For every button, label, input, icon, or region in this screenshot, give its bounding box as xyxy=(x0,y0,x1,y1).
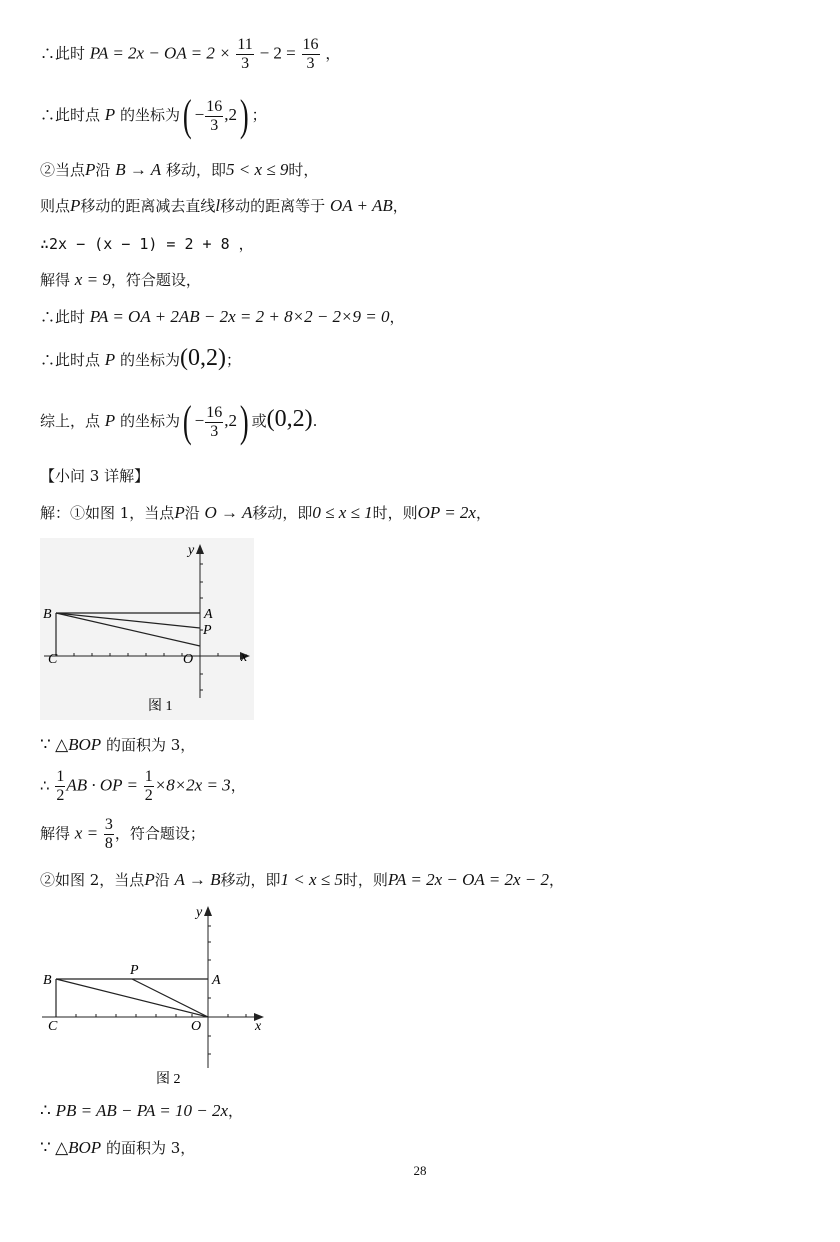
label-p: P xyxy=(203,623,212,638)
text: 移动，即 xyxy=(252,504,313,522)
denominator: 2 xyxy=(144,787,153,804)
condition: 5 < x ≤ 9 xyxy=(225,160,289,179)
numerator: 1 xyxy=(56,768,65,785)
equation: A → B xyxy=(174,870,221,889)
punct: ， xyxy=(475,504,491,522)
equation: AB · OP = xyxy=(66,775,138,795)
figure-1 xyxy=(40,538,254,720)
text: 时，则 xyxy=(372,504,418,522)
left-paren: ( xyxy=(182,91,192,140)
text: 沿 xyxy=(95,161,111,179)
text: 时， xyxy=(288,161,319,179)
text: 时，则 xyxy=(342,871,388,889)
figure-caption: 图 1 xyxy=(148,699,173,714)
right-paren: ) xyxy=(239,397,249,446)
punct: ， xyxy=(548,871,564,889)
denominator: 3 xyxy=(210,116,219,134)
label-a: A xyxy=(212,973,221,988)
coordinate: (0,2) xyxy=(266,406,313,432)
text: ，符合题设， xyxy=(110,271,201,289)
label-x: x xyxy=(241,650,248,665)
text: 的坐标为 xyxy=(119,106,180,124)
left-paren: ( xyxy=(182,397,192,446)
text: 移动的距离等于 xyxy=(220,197,326,215)
line-case-2 xyxy=(40,160,318,180)
label-o: O xyxy=(183,652,194,667)
fraction xyxy=(144,768,154,805)
label-p: P xyxy=(130,963,139,978)
punct: ， xyxy=(389,308,405,326)
section-heading xyxy=(40,466,149,486)
var: P xyxy=(70,196,81,215)
label-o: O xyxy=(191,1019,202,1034)
var: BOP xyxy=(68,735,102,754)
label-a: A xyxy=(204,607,213,622)
denominator: 2 xyxy=(56,787,65,804)
text: 沿 xyxy=(154,871,170,889)
fraction xyxy=(205,98,223,135)
text: 解得 xyxy=(40,271,71,289)
y-arrow-icon xyxy=(204,906,212,916)
var: P xyxy=(104,411,116,430)
fraction xyxy=(205,404,223,441)
figure-background xyxy=(40,538,254,720)
coord-tail: ,2 xyxy=(224,411,237,430)
text: 的面积为 3， xyxy=(105,1139,196,1157)
text: 移动，即 xyxy=(220,871,281,889)
label-b: B xyxy=(43,973,52,988)
coord-tail: ,2 xyxy=(224,105,237,124)
var: P xyxy=(85,160,96,179)
line-summary xyxy=(40,397,318,446)
equation: OA + AB xyxy=(329,196,393,215)
numerator: 16 xyxy=(206,97,223,115)
text: ∴此时点 xyxy=(40,351,101,369)
text: ∴此时 xyxy=(40,44,86,63)
text: ∴ xyxy=(40,1101,51,1120)
var: P xyxy=(104,105,116,124)
text: 综上，点 xyxy=(40,412,101,430)
text: ，符合题设； xyxy=(114,824,205,843)
coordinate: (0,2) xyxy=(179,345,226,371)
fraction xyxy=(302,36,320,73)
text: ∵ △ xyxy=(40,1138,69,1157)
punct: ， xyxy=(392,197,408,215)
equation: x = 9 xyxy=(74,270,111,289)
equation: O → A xyxy=(204,503,253,522)
denominator: 3 xyxy=(210,422,219,440)
right-paren: ) xyxy=(239,91,249,140)
equation: x = xyxy=(74,823,99,843)
label-y: y xyxy=(196,905,203,920)
line-pa-zero xyxy=(40,307,405,327)
fraction xyxy=(104,816,114,853)
line-p-coord-2 xyxy=(40,346,241,370)
equation: PA = 2x − OA = 2 × xyxy=(89,43,231,63)
text: 的坐标为 xyxy=(119,412,180,430)
text: ∴此时点 xyxy=(40,106,101,124)
fraction xyxy=(55,768,65,805)
equation: B → A xyxy=(115,160,162,179)
equation: ∴2x − (x − 1) = 2 + 8 ， xyxy=(40,235,254,253)
label-x: x xyxy=(255,1019,262,1034)
var: l xyxy=(215,196,221,215)
punct: ， xyxy=(228,1102,244,1120)
minus: − xyxy=(194,105,205,124)
numerator: 11 xyxy=(237,36,253,53)
numerator: 1 xyxy=(144,768,153,785)
text: 则点 xyxy=(40,197,71,215)
text: 或 xyxy=(251,412,267,430)
label-c: C xyxy=(48,1019,58,1034)
label-c: C xyxy=(48,652,58,667)
punct: ； xyxy=(251,106,267,124)
text: ∴ xyxy=(40,776,50,795)
numerator: 16 xyxy=(206,403,223,421)
condition: 1 < x ≤ 5 xyxy=(280,870,343,889)
text: 解：①如图 1，当点 xyxy=(40,504,175,522)
denominator: 3 xyxy=(241,55,250,72)
figure-2-diagram xyxy=(40,902,270,1092)
line-area-2 xyxy=(40,1138,195,1158)
equation: PA = 2x − OA = 2x − 2 xyxy=(387,870,549,889)
text: ②如图 2，当点 xyxy=(40,871,145,889)
text: 沿 xyxy=(184,504,200,522)
fraction xyxy=(236,36,253,73)
text: ②当点 xyxy=(40,161,86,179)
page-number: 28 xyxy=(413,1163,427,1178)
equation: OP = 2x xyxy=(417,503,476,522)
segment-po xyxy=(132,979,208,1017)
line-part3-case2 xyxy=(40,870,564,890)
figure-2 xyxy=(40,902,270,1092)
line-pa-value xyxy=(40,36,340,73)
line-p-coord-1 xyxy=(40,91,267,140)
heading: 【小问 3 详解】 xyxy=(40,467,150,485)
label-b: B xyxy=(43,607,52,622)
condition: 0 ≤ x ≤ 1 xyxy=(312,503,373,522)
numerator: 16 xyxy=(302,36,319,53)
line-area-eq xyxy=(40,768,246,805)
equation: − 2 = xyxy=(259,43,296,63)
var: P xyxy=(174,503,185,522)
text: 解得 xyxy=(40,824,71,843)
text: 的面积为 3， xyxy=(105,736,196,754)
text: ∴此时 xyxy=(40,308,86,326)
numerator: 3 xyxy=(104,816,113,833)
equation: PA = OA + 2AB − 2x = 2 + 8×2 − 2×9 = 0 xyxy=(89,307,390,326)
line-solve-x9 xyxy=(40,270,201,290)
text: 的坐标为 xyxy=(119,351,180,369)
punct: . xyxy=(312,412,318,430)
label-y: y xyxy=(188,543,195,558)
equation: ×8×2x = 3 xyxy=(154,775,231,795)
punct: ； xyxy=(225,351,241,369)
var: BOP xyxy=(68,1138,102,1157)
text: 移动，即 xyxy=(165,161,226,179)
line-pb xyxy=(40,1101,243,1121)
line-solve-x38 xyxy=(40,816,205,853)
line-distance xyxy=(40,196,408,216)
figure-caption: 图 2 xyxy=(156,1072,181,1087)
equation: PB = AB − PA = 10 − 2x xyxy=(55,1101,229,1120)
var: P xyxy=(104,350,116,369)
punct: ， xyxy=(325,44,341,63)
line-part3-case1 xyxy=(40,503,491,523)
denominator: 3 xyxy=(306,55,315,72)
denominator: 8 xyxy=(104,835,113,852)
line-area-1 xyxy=(40,735,195,755)
figure-1-diagram xyxy=(40,538,254,720)
text: ∵ △ xyxy=(40,735,69,754)
line-equation xyxy=(40,234,254,254)
var: P xyxy=(144,870,155,889)
text: 移动的距离减去直线 xyxy=(80,197,216,215)
minus: − xyxy=(194,411,205,430)
segment-bo xyxy=(56,979,208,1017)
punct: ， xyxy=(230,776,246,795)
